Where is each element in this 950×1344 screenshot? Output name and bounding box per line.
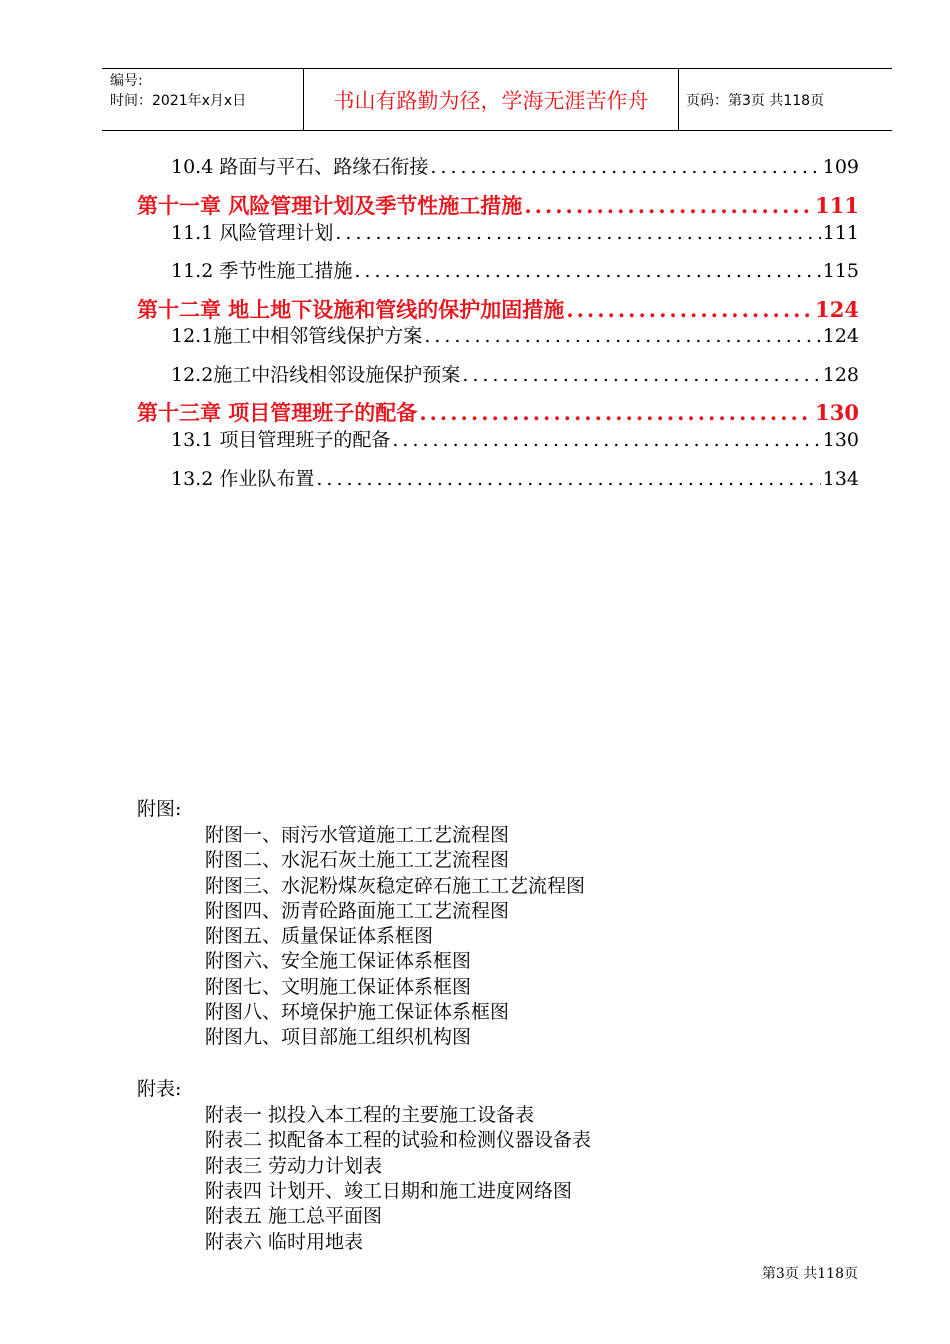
figure-item: 附图六、安全施工保证体系框图 (205, 950, 472, 972)
toc-entry-title: 第十一章 风险管理计划及季节性施工措施 (137, 193, 523, 218)
toc-chapter[interactable] (137, 294, 859, 324)
number-label: 编号: (110, 73, 143, 89)
toc-entry-title: 12.1施工中相邻管线保护方案 (171, 325, 423, 347)
figure-item: 附图三、水泥粉煤灰稳定碎石施工工艺流程图 (205, 875, 586, 897)
toc-entry[interactable] (171, 152, 859, 179)
toc-entry[interactable] (171, 464, 859, 491)
page-header (102, 68, 892, 131)
figure-item: 附图四、沥青砼路面施工工艺流程图 (205, 900, 510, 922)
toc-entry-page: 130 (815, 400, 859, 425)
toc-entry-title: 12.2施工中沿线相邻设施保护预案 (171, 364, 461, 386)
toc-entry[interactable] (171, 321, 859, 348)
toc-entry[interactable] (171, 360, 859, 387)
figure-item: 附图七、文明施工保证体系框图 (205, 976, 472, 998)
toc-entry-title: 13.2 作业队布置 (171, 468, 315, 490)
figures-heading: 附图: (137, 798, 182, 820)
time-label: 时间：2021年x月x日 (110, 93, 247, 109)
table-item: 附表一 拟投入本工程的主要施工设备表 (205, 1104, 535, 1126)
toc-entry-title: 13.1 项目管理班子的配备 (171, 429, 391, 451)
page-footer: 第3页 共118页 (761, 1266, 858, 1282)
toc-entry-page: 115 (822, 260, 859, 282)
toc-entry-page: 111 (815, 193, 859, 218)
figure-item: 附图九、项目部施工组织机构图 (205, 1026, 472, 1048)
toc-entry[interactable] (171, 256, 859, 283)
header-page-label: 页码：第3页 共118页 (686, 92, 825, 109)
header-motto: 书山有路勤为径，学海无涯苦作舟 (303, 69, 679, 130)
figure-item: 附图五、质量保证体系框图 (205, 925, 434, 947)
toc-chapter[interactable] (137, 397, 859, 427)
toc-entry-title: 11.1 风险管理计划 (171, 222, 334, 244)
toc-entry[interactable] (171, 425, 859, 452)
toc-chapter[interactable] (137, 190, 859, 220)
table-item: 附表四 计划开、竣工日期和施工进度网络图 (205, 1180, 573, 1202)
table-item: 附表二 拟配备本工程的试验和检测仪器设备表 (205, 1129, 592, 1151)
toc-entry-page: 124 (822, 325, 859, 347)
toc-entry[interactable] (171, 218, 859, 245)
tables-heading: 附表: (137, 1078, 182, 1100)
toc-entry-title: 10.4 路面与平石、路缘石衔接 (171, 156, 429, 178)
toc-entry-page: 109 (822, 156, 859, 178)
toc-entry-page: 124 (815, 297, 859, 322)
toc-entry-page: 128 (822, 364, 859, 386)
figure-item: 附图八、环境保护施工保证体系框图 (205, 1001, 510, 1023)
table-item: 附表六 临时用地表 (205, 1231, 364, 1253)
toc-entry-title: 第十二章 地上地下设施和管线的保护加固措施 (137, 297, 565, 322)
figure-item: 附图二、水泥石灰土施工工艺流程图 (205, 849, 510, 871)
header-meta (102, 69, 302, 130)
toc-entry-title: 第十三章 项目管理班子的配备 (137, 400, 418, 425)
toc-entry-page: 134 (822, 468, 859, 490)
toc-entry-title: 11.2 季节性施工措施 (171, 260, 353, 282)
table-item: 附表三 劳动力计划表 (205, 1155, 383, 1177)
toc-entry-page: 111 (822, 222, 859, 244)
figure-item: 附图一、雨污水管道施工工艺流程图 (205, 824, 510, 846)
toc-entry-page: 130 (822, 429, 859, 451)
table-item: 附表五 施工总平面图 (205, 1205, 383, 1227)
